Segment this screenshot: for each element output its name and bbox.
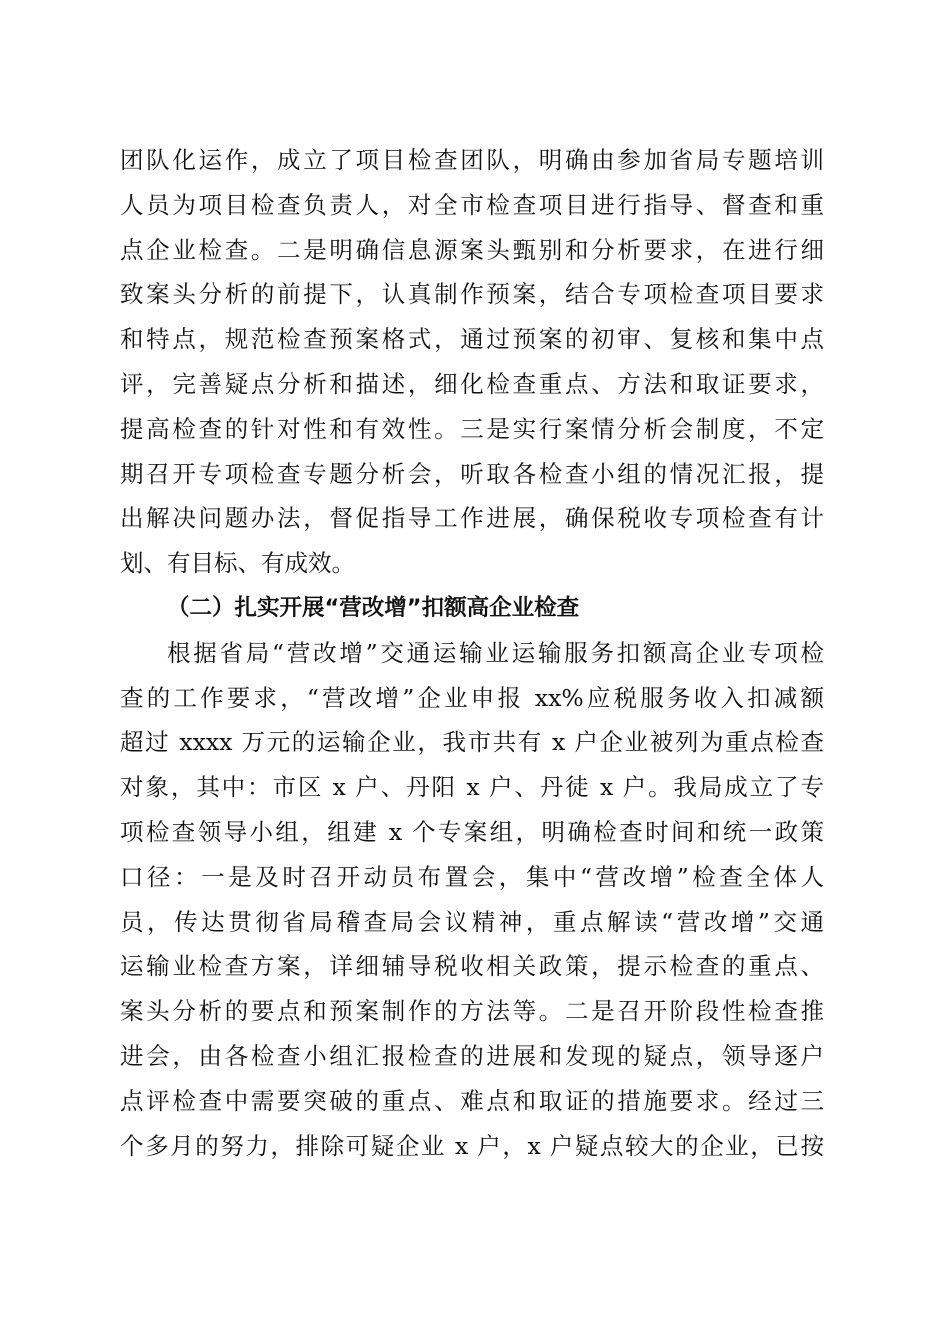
paragraph-line: 案头分析的要点和预案制作的方法等。二是召开阶段性检查推 [120,997,824,1026]
section-heading: （二）扎实开展“营改增”扣额高企业检查 [167,594,580,621]
paragraph-line: 个多月的努力，排除可疑企业 x 户，x 户疑点较大的企业，已按 [120,1131,824,1160]
paragraph-line: 划、有目标、有成效。 [120,549,355,578]
paragraph-line: 点评检查中需要突破的重点、难点和取证的措施要求。经过三 [120,1086,824,1115]
paragraph-line: 团队化运作，成立了项目检查团队，明确由参加省局专题培训 [120,146,824,174]
paragraph-line: 致案头分析的前提下，认真制作预案，结合专项检查项目要求 [120,280,824,309]
paragraph-line: 提高检查的针对性和有效性。三是实行案情分析会制度，不定 [120,414,824,443]
paragraph-line: 查的工作要求，“营改增”企业申报 xx%应税服务收入扣减额 [120,683,824,712]
paragraph-line: 点企业检查。二是明确信息源案头甄别和分析要求，在进行细 [120,235,824,264]
paragraph-line: 人员为项目检查负责人，对全市检查项目进行指导、督查和重 [120,190,824,219]
paragraph-line: 评，完善疑点分析和描述，细化检查重点、方法和取证要求， [120,369,824,398]
document-body [120,138,824,1168]
paragraph-line: 进会，由各检查小组汇报检查的进展和发现的疑点，领导逐户 [120,1041,824,1070]
paragraph-line: 和特点，规范检查预案格式，通过预案的初审、复核和集中点 [120,325,824,354]
paragraph-line: 项检查领导小组，组建 x 个专案组，明确检查时间和统一政策 [120,817,824,846]
paragraph-line: 运输业检查方案，详细辅导税收相关政策，提示检查的重点、 [120,952,824,981]
paragraph-line: 期召开专项检查专题分析会，听取各检查小组的情况汇报，提 [120,459,824,488]
paragraph-line: 超过 xxxx 万元的运输企业，我市共有 x 户企业被列为重点检查 [120,728,824,757]
paragraph-line: 员，传达贯彻省局稽查局会议精神，重点解读“营改增”交通 [120,907,824,936]
paragraph-line: 口径：一是及时召开动员布置会，集中“营改增”检查全体人 [120,862,824,891]
paragraph-line: 对象，其中：市区 x 户、丹阳 x 户、丹徒 x 户。我局成立了专 [120,773,824,802]
paragraph-line: 根据省局“营改增”交通运输业运输服务扣额高企业专项检 [167,638,824,667]
paragraph-line: 出解决问题办法，督促指导工作进展，确保税收专项检查有计 [120,504,824,533]
